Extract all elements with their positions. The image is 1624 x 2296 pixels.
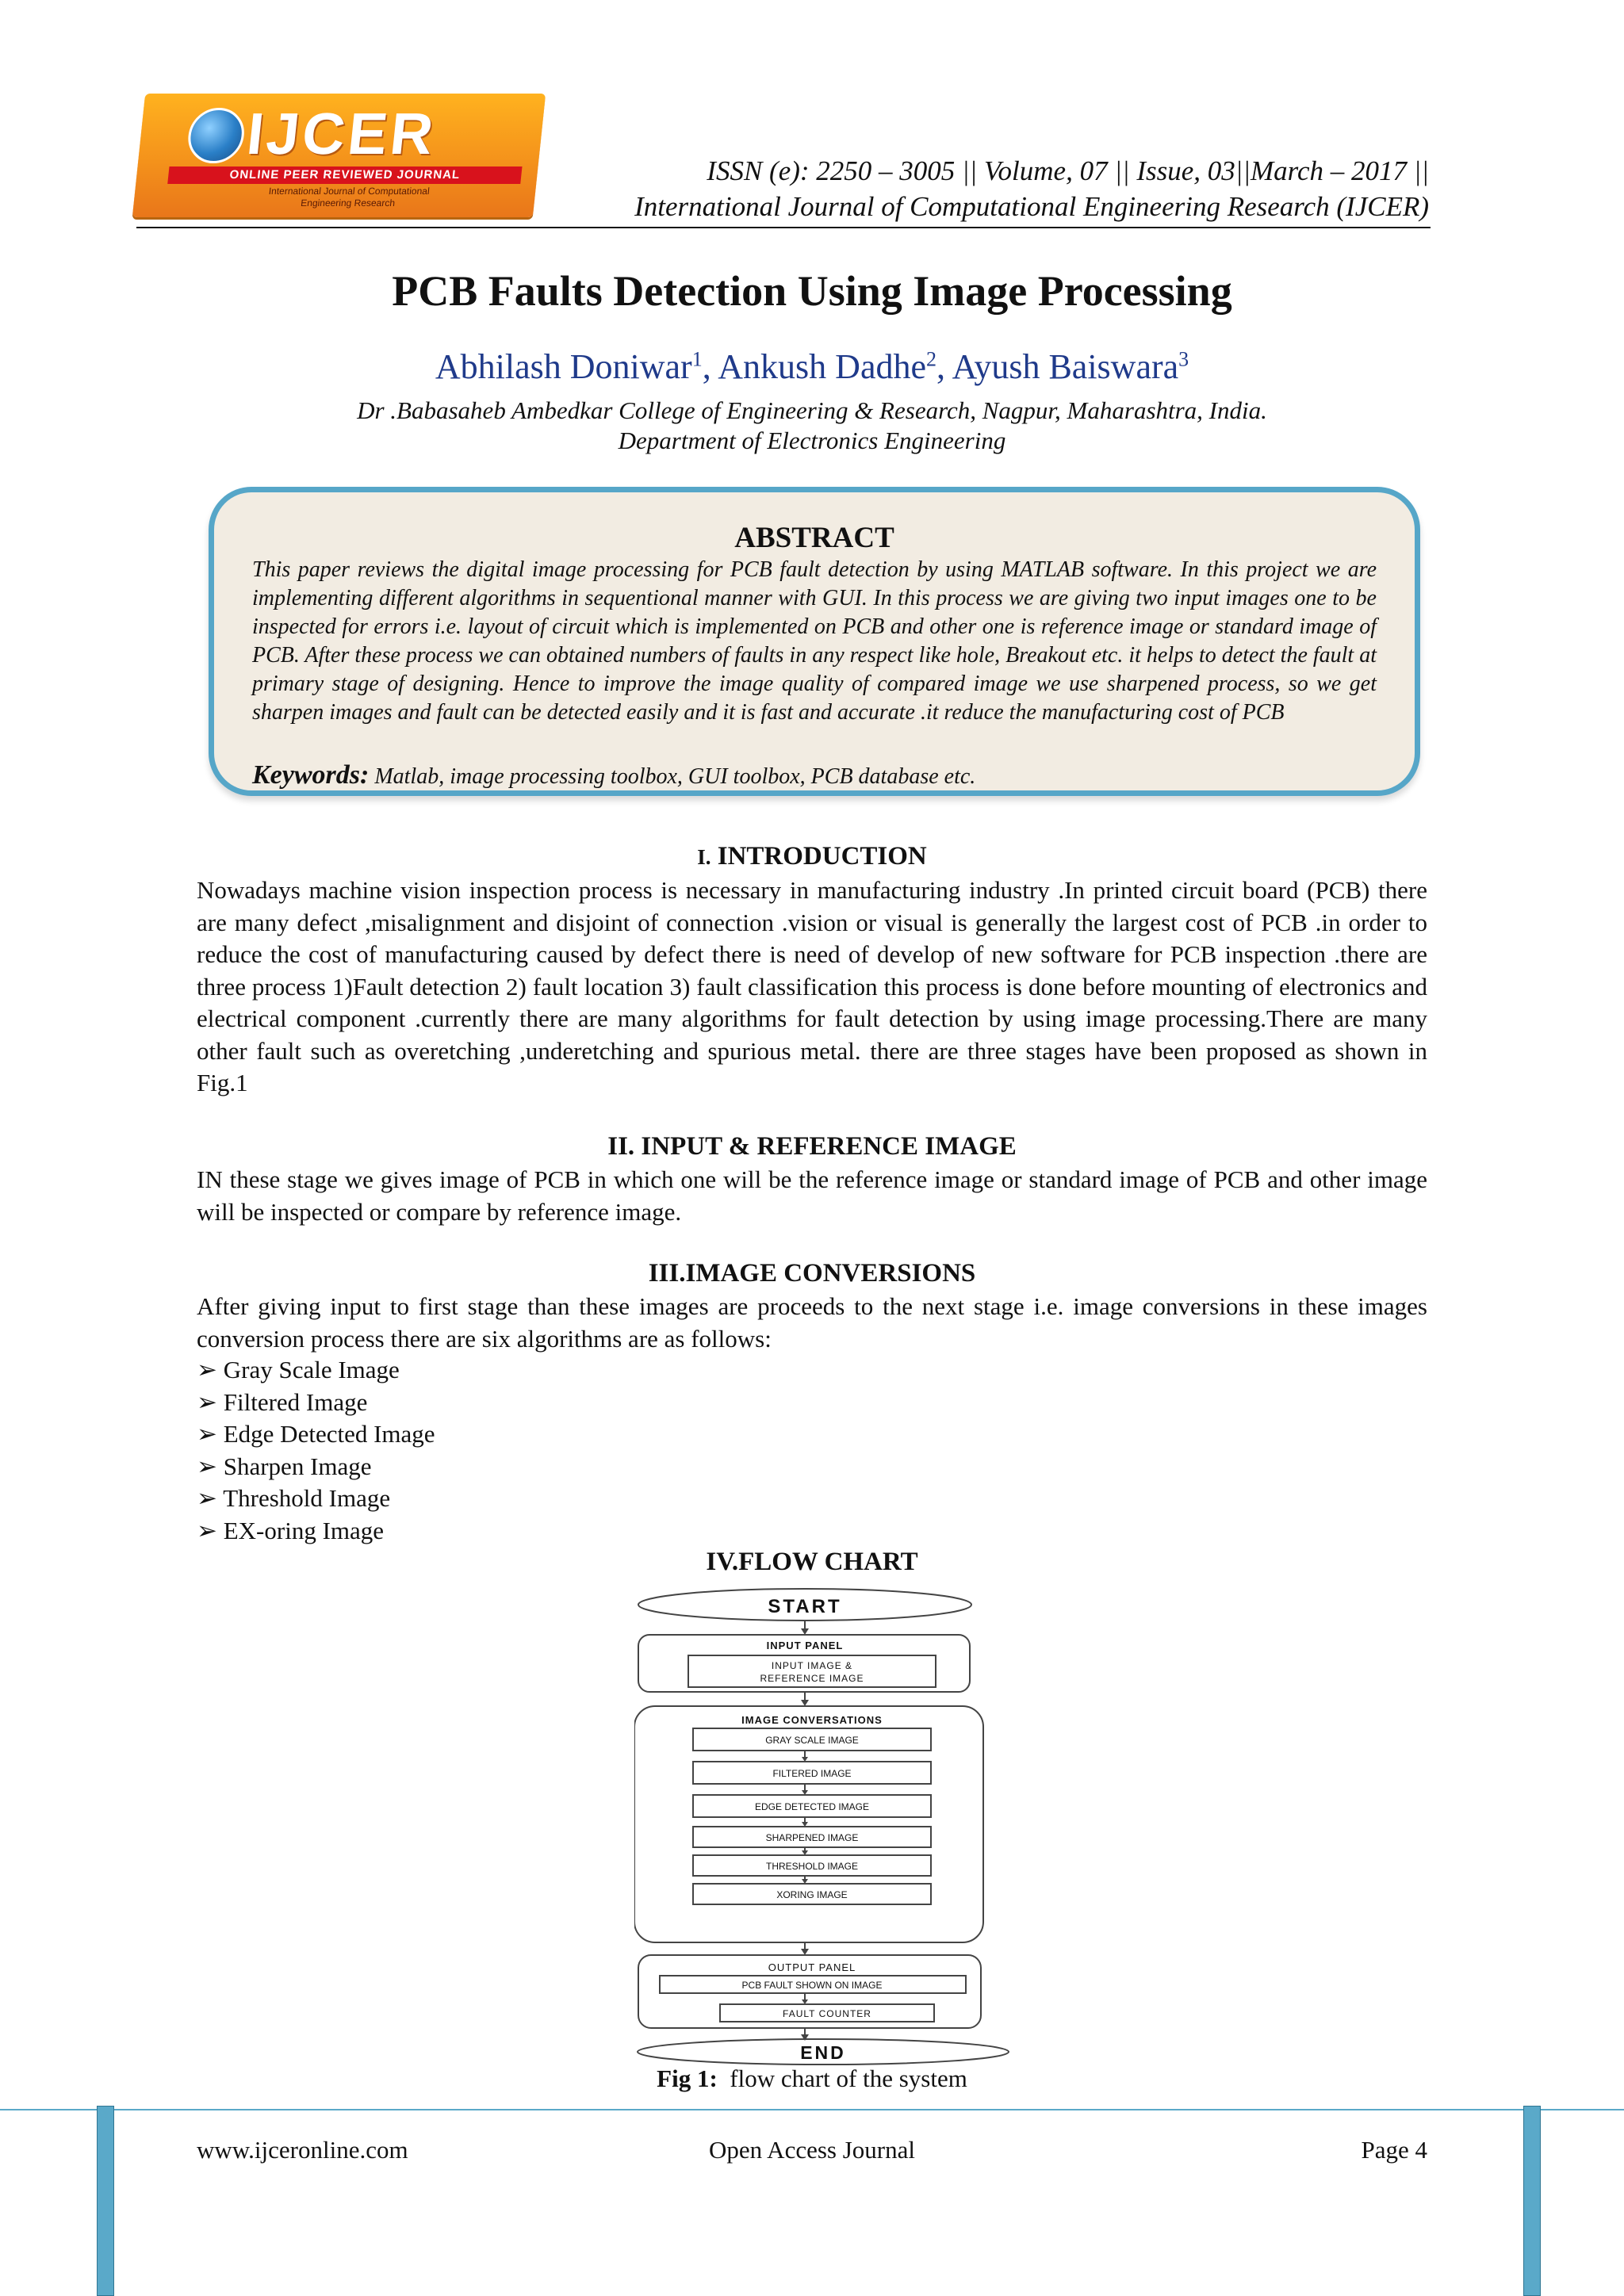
keywords-text: Matlab, image processing toolbox, GUI toolbox, PCB database etc. xyxy=(374,764,976,789)
paper-title: PCB Faults Detection Using Image Processing xyxy=(392,267,1232,315)
section-heading-introduction: I. INTRODUCTION xyxy=(697,842,927,871)
logo-name: IJCER xyxy=(243,101,440,166)
list-item: ➢ Threshold Image xyxy=(197,1484,391,1512)
footer-website-link[interactable]: www.ijceronline.com xyxy=(197,2136,408,2164)
arrow-bullet-icon: ➢ xyxy=(197,1387,217,1416)
svg-text:FILTERED IMAGE: FILTERED IMAGE xyxy=(772,1768,852,1779)
svg-text:PCB FAULT SHOWN ON IMAGE: PCB FAULT SHOWN ON IMAGE xyxy=(741,1980,883,1991)
journal-name: International Journal of Computational Engineering Research (IJCER) xyxy=(634,191,1429,222)
list-item: ➢ Edge Detected Image xyxy=(197,1420,435,1448)
start-label: START xyxy=(768,1596,842,1617)
section-heading-input: II. INPUT & REFERENCE IMAGE xyxy=(607,1132,1017,1161)
arrow-down-icon xyxy=(801,1700,809,1706)
svg-text:GRAY SCALE IMAGE: GRAY SCALE IMAGE xyxy=(765,1735,859,1746)
svg-text:REFERENCE IMAGE: REFERENCE IMAGE xyxy=(760,1673,864,1684)
svg-text:FAULT COUNTER: FAULT COUNTER xyxy=(783,2008,871,2019)
svg-text:THRESHOLD IMAGE: THRESHOLD IMAGE xyxy=(765,1861,859,1872)
keywords-line xyxy=(252,760,975,790)
footer-center-text: Open Access Journal xyxy=(709,2136,915,2164)
arrow-bullet-icon: ➢ xyxy=(197,1516,217,1544)
journal-logo xyxy=(132,94,546,217)
abstract-box xyxy=(209,487,1420,796)
author-name: Ankush Dadhe xyxy=(718,347,926,386)
output-panel-label: OUTPUT PANEL xyxy=(768,1961,856,1973)
issn-line: ISSN (e): 2250 – 3005 || Volume, 07 || Issue, 03||March – 2017 || xyxy=(707,155,1429,186)
list-item: ➢ Filtered Image xyxy=(197,1387,368,1416)
author-name: Abhilash Doniwar xyxy=(435,347,692,386)
conversion-panel-label: IMAGE CONVERSATIONS xyxy=(741,1714,883,1726)
abstract-heading: ABSTRACT xyxy=(734,522,894,554)
figure-caption: Fig 1: flow chart of the system xyxy=(657,2064,967,2092)
arrow-bullet-icon: ➢ xyxy=(197,1484,217,1512)
end-label: END xyxy=(800,2042,846,2063)
introduction-text: Nowadays machine vision inspection process is necessary in manufacturing industry .In printed circuit board (PCB) there are many defect ,misalignment and disjoint of connection .vision or visual is generally the largest cost of PCB .in order to reduce the cost of manufacturing caused by defect there is need of develop of new software for PCB inspection .there are three process 1)Fault detection 2) fault location 3) fault classification this process is done before mounting of electronics and electrical component .currently there are many algorithms for fault detection by using image processing.There are many other fault such as overetching ,underetching and spurious metal. there are three stages have been proposed as shown in Fig.1 xyxy=(197,876,1427,1096)
department: Department of Electronics Engineering xyxy=(618,427,1006,454)
arrow-bullet-icon: ➢ xyxy=(197,1356,217,1383)
list-item: ➢ Gray Scale Image xyxy=(197,1356,400,1383)
footer-left-bar xyxy=(97,2106,114,2296)
footer-divider xyxy=(0,2109,1624,2110)
arrow-down-icon xyxy=(801,1628,809,1635)
input-panel-label: INPUT PANEL xyxy=(766,1640,844,1651)
section-heading-flowchart: IV.FLOW CHART xyxy=(706,1548,918,1576)
list-item: ➢ EX-oring Image xyxy=(197,1516,385,1544)
footer-right-bar xyxy=(1523,2106,1541,2296)
conversion-list xyxy=(197,1354,435,1547)
author-name: Ayush Baiswara xyxy=(952,347,1179,386)
header-divider xyxy=(136,227,1431,228)
page-number: Page 4 xyxy=(1361,2136,1427,2164)
keywords-label: Keywords: xyxy=(252,760,370,790)
globe-icon xyxy=(186,108,247,163)
svg-text:XORING IMAGE: XORING IMAGE xyxy=(776,1889,848,1900)
author-list: Abhilash Doniwar$^1$, Ankush Dadhe$^2$, Ayush Baiswara$^3$ xyxy=(435,347,1189,386)
logo-subtitle: International Journal of Computational Engineering Research xyxy=(268,186,431,209)
arrow-down-icon xyxy=(801,1949,809,1955)
svg-text:INPUT IMAGE &: INPUT IMAGE & xyxy=(771,1660,853,1671)
logo-band: ONLINE PEER REVIEWED JOURNAL xyxy=(167,166,522,184)
arrow-bullet-icon: ➢ xyxy=(197,1420,217,1448)
input-section-text: IN these stage we gives image of PCB in which one will be the reference image or standard image of PCB and other image will be inspected or compare by reference image. xyxy=(197,1165,1427,1226)
arrow-bullet-icon: ➢ xyxy=(197,1452,217,1480)
affiliation: Dr .Babasaheb Ambedkar College of Engineering & Research, Nagpur, Maharashtra, India. xyxy=(357,396,1267,424)
flow-chart-figure xyxy=(634,1582,1015,2066)
abstract-text: This paper reviews the digital image processing for PCB fault detection by using MATLAB software. In this project we are implementing different algorithms in sequentional manner with GUI. In this process we are giving two input images one to be inspected for errors i.e. layout of circuit which is implemented on PCB and other one is reference image or standard image of PCB. After these process we can obtained numbers of faults in any respect like hole, Breakout etc. it helps to detect the fault at primary stage of designing. Hence to improve the image quality of compared image we use sharpened process, so we get sharpen images and fault can be detected easily and it is fast and accurate .it reduce the manufacturing cost of PCB xyxy=(252,557,1377,725)
section-heading-conversions: III.IMAGE CONVERSIONS xyxy=(648,1259,976,1288)
svg-text:EDGE DETECTED IMAGE: EDGE DETECTED IMAGE xyxy=(754,1801,870,1812)
svg-text:SHARPENED IMAGE: SHARPENED IMAGE xyxy=(765,1832,859,1843)
conversions-text: After giving input to first stage than these images are proceeds to the next stage i.e. image conversions in these images conversion process there are six algorithms are as follows: xyxy=(197,1292,1427,1353)
list-item: ➢ Sharpen Image xyxy=(197,1452,372,1480)
